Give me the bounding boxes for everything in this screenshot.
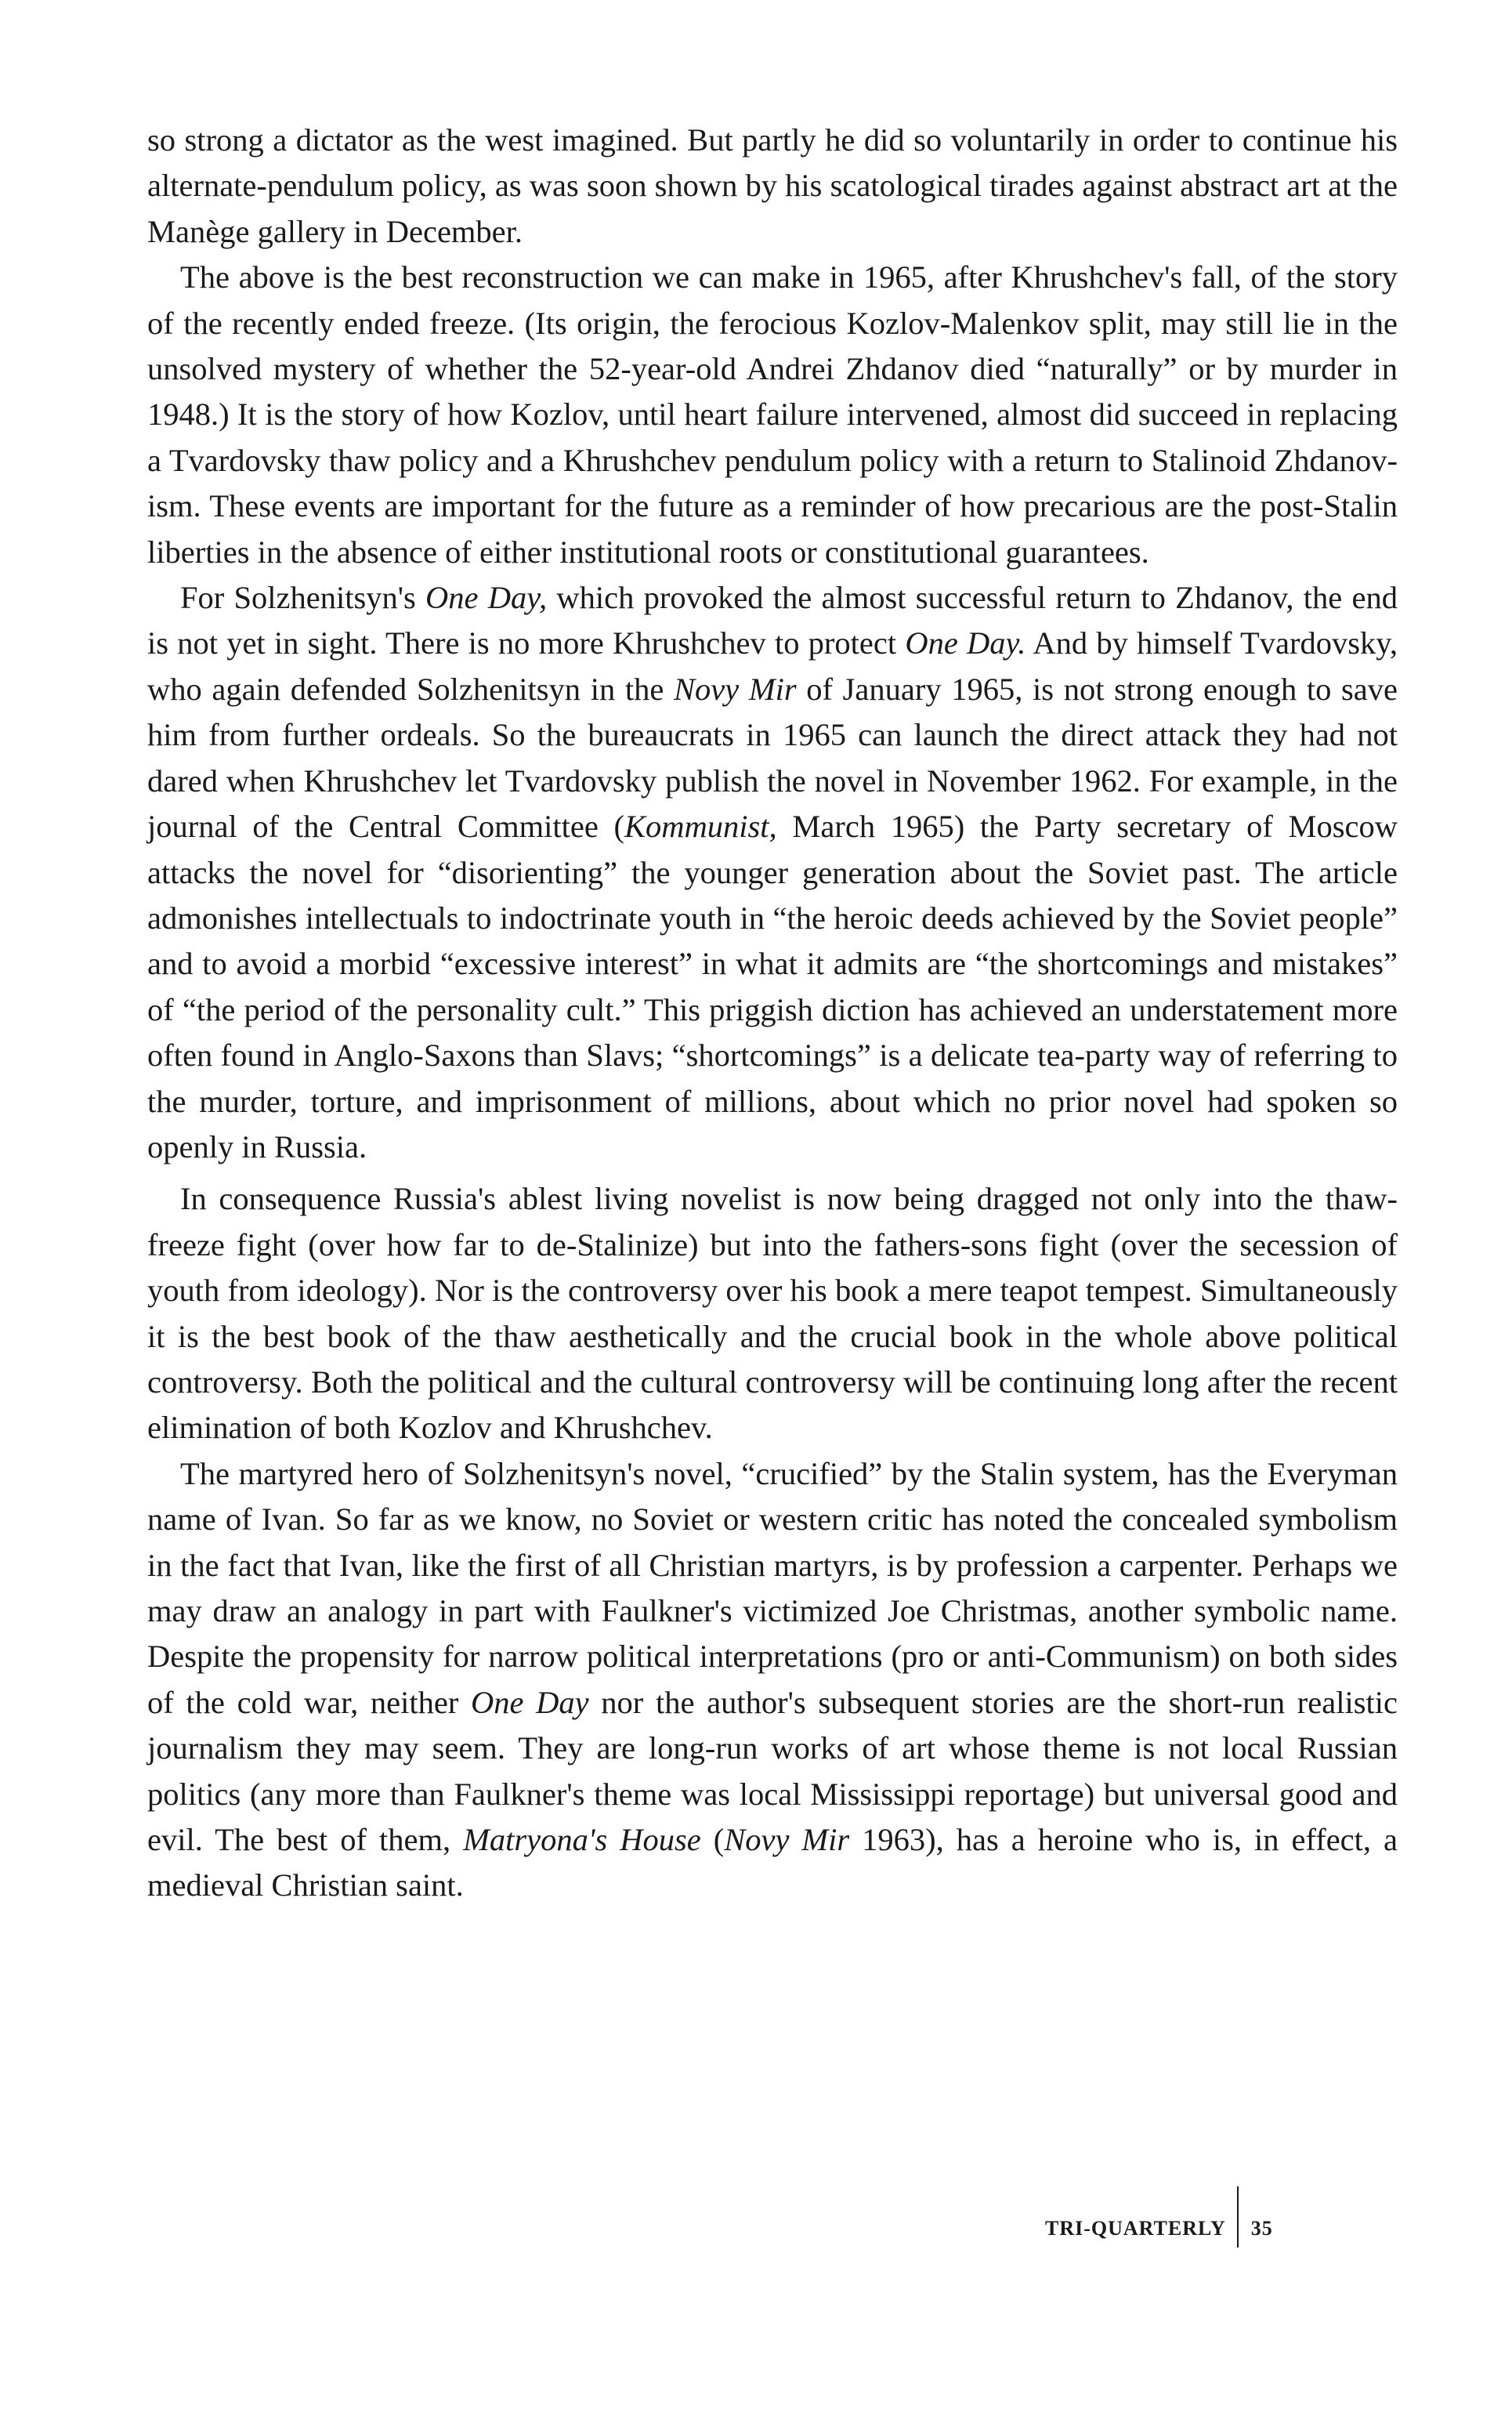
paragraph-4: In consequence Russia's ablest living novelist is now being dragged not only into the thaw-freeze fight (over how far to de-Stalinize) but into the fathers-sons fight (over the secession of youth from ideology). Nor is the controversy over his book a mere teapot tempest. Simultaneously it is the best book of the thaw aesthetically and the crucial book in the whole above political controversy. Both the political and the cultural controversy will be continuing long after the recent elimination of both Kozlov and Khrushchev. <box>147 1181 1398 1446</box>
text-run: 1963), has a heroine who is, in effect, a medieval Christian saint. <box>147 1822 1398 1903</box>
paragraph-5 <box>147 1451 1398 1909</box>
paragraph-2: The above is the best reconstruction we can make in 1965, after Khrushchev's fall, of the story of the recently ended freeze. (Its origin, the ferocious Kozlov-Malenkov split, may still lie in the unsolved mystery of whether the 52-year-old Andrei Zhdanov died “naturally” or by murder in 1948.) It is the story of how Kozlov, until heart failure intervened, almost did succeed in replacing a Tvardovsky thaw policy and a Khrushchev pendulum policy with a return to Stalinoid Zhdanov-ism. These events are important for the future as a reminder of how precarious are the post-Stalin liberties in the absence of either institutional roots or constitutional guarantees. <box>147 259 1398 570</box>
text-run: The martyred hero of Solzhenitsyn's novel, “crucified” by the Stalin system, has the Everyman name of Ivan. So far as we know, no Soviet or western critic has noted the concealed symbolism in the fact that Ivan, like the first of all Christian martyrs, is by profession a carpenter. Perhaps we may draw an analogy in part with Faulkner's victimized Joe Christmas, another symbolic name. Despite the propensity for narrow political interpretations (pro or anti-Communism) on both sides of the cold war, neither <box>147 1455 1398 1720</box>
text-run: For Solzhenitsyn's <box>180 580 426 616</box>
text-run: nor the author's subsequent stories are the short-run realistic journalism they may seem. They are long-run works of art whose theme is not local Russian politics (any more than Faulkner's theme was local Mississippi reportage) but universal good and evil. The best of them, <box>147 1684 1398 1858</box>
page-number: 35 <box>1250 2217 1273 2240</box>
italic-title: One Day, <box>425 580 548 616</box>
paragraph-3 <box>147 575 1398 1170</box>
text-run: which provoked the almost successful return to Zhdanov, the end is not yet in sight. There is no more Khrushchev to protect <box>147 580 1398 661</box>
journal-name: TRI-QUARTERLY <box>1045 2217 1226 2240</box>
article-body <box>147 118 1398 1909</box>
text-run: March 1965) the Party secretary of Moscow attacks the novel for “disorienting” the younger generation about the Soviet past. The article admonishes intellectuals to indoctrinate youth in “the heroic deeds achieved by the Soviet people” and to avoid a morbid “excessive interest” in what it admits are “the shortcomings and mistakes” of “the period of the personality cult.” This priggish diction has achieved an understatement more often found in Anglo-Saxons than Slavs; “shortcomings” is a delicate tea-party way of referring to the murder, torture, and imprisonment of millions, about which no prior novel had spoken so openly in Russia. <box>147 809 1398 1164</box>
page-footer <box>1045 2186 1273 2247</box>
text-run: And by himself Tvardovsky, who again defended Solzhenitsyn in the <box>147 625 1398 707</box>
text-run: of January 1965, is not strong enough to save him from further ordeals. So the bureaucrats in 1965 can launch the direct attack they had not dared when Khrushchev let Tvardovsky publish the novel in November 1962. For example, in the journal of the Central Committee ( <box>147 671 1398 845</box>
italic-title: Novy Mir <box>724 1822 850 1858</box>
italic-title: Novy Mir <box>674 671 797 707</box>
italic-title: One Day <box>471 1684 589 1720</box>
paragraph-1: so strong a dictator as the west imagined. But partly he did so voluntarily in order to continue his alternate-pendulum policy, as was soon shown by his scatological tirades against abstract art at the Manège gallery in December. <box>147 122 1398 249</box>
italic-title: Matryona's House <box>463 1822 701 1858</box>
text-run: ( <box>700 1822 725 1858</box>
italic-title: Kommunist, <box>624 809 777 845</box>
italic-title: One Day. <box>905 625 1026 661</box>
